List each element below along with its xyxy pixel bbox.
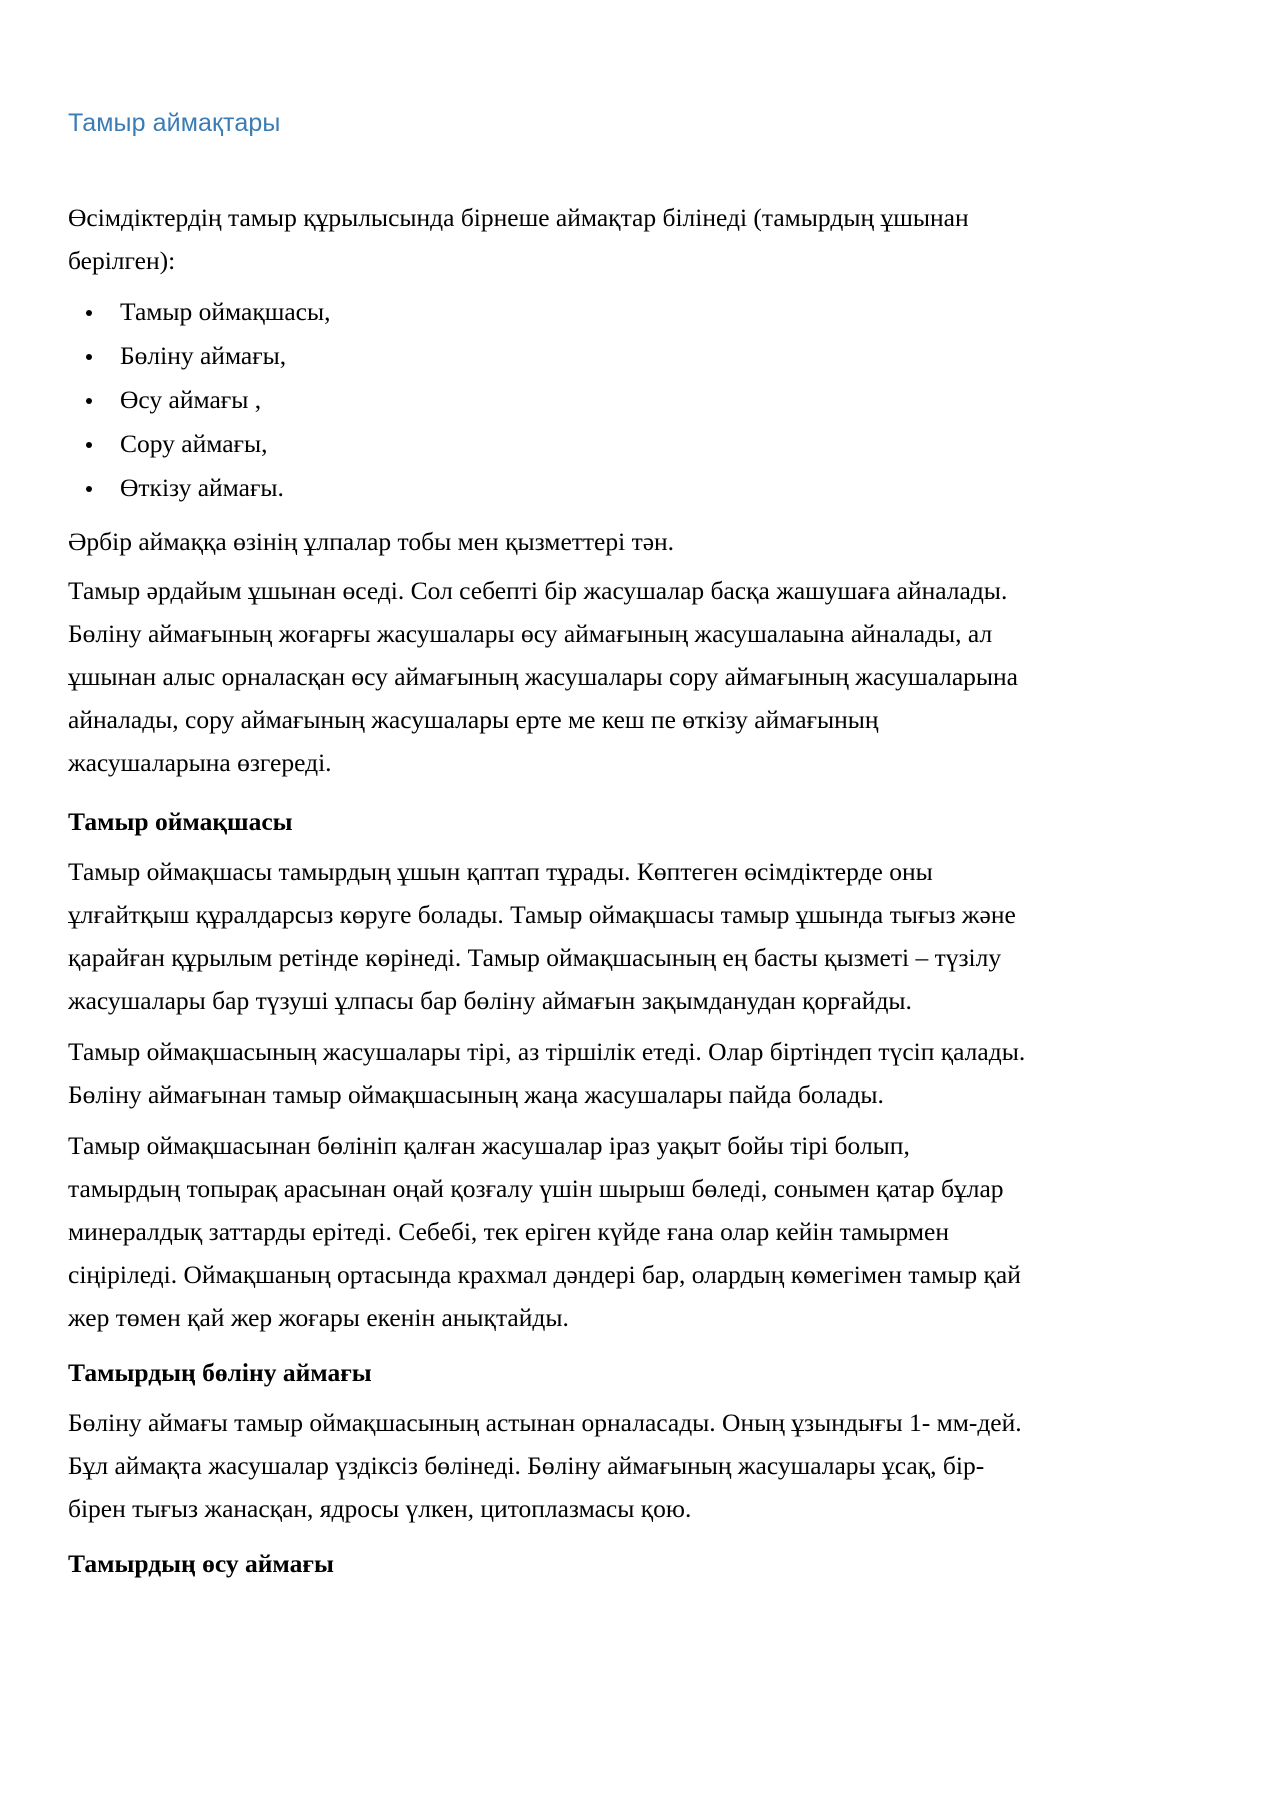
root-cap-paragraph-1: Тамыр оймақшасы тамырдың ұшын қаптап тұрады. Көптеген өсімдіктерде оны ұлғайтқыш құралдарсыз көруге болады. Тамыр оймақшасы тамыр ұшында тығыз және қарайған құрылым ретінде көрінеді. Тамыр оймақшасының ең басты қызметі – түзілу жасушалары бар түзуші ұлпасы бар бөліну аймағын зақымданудан қорғайды. <box>68 857 1016 1015</box>
section-heading-growth-zone: Тамырдың өсу аймағы <box>68 1549 334 1578</box>
list-item: Сору аймағы, <box>68 422 1181 466</box>
root-cap-paragraph-2: Тамыр оймақшасының жасушалары тірі, аз тіршілік етеді. Олар біртіндеп түсіп қалады. Бөліну аймағынан тамыр оймақшасының жаңа жасушалары пайда болады. <box>68 1037 1026 1109</box>
division-zone-paragraph-1: Бөліну аймағы тамыр оймақшасының астынан орналасады. Оның ұзындығы 1- мм-дей. Бұл аймақта жасушалар үздіксіз бөлінеді. Бөліну аймағының жасушалары ұсақ, бір-бірен тығыз жанасқан, ядросы үлкен, цитоплазмасы қою. <box>68 1408 1022 1523</box>
list-item: Бөліну аймағы, <box>68 334 1181 378</box>
section-heading-division-zone: Тамырдың бөліну аймағы <box>68 1358 372 1387</box>
list-item: Өткізу аймағы. <box>68 466 1181 510</box>
root-cap-paragraph-3: Тамыр оймақшасынан бөлініп қалған жасушалар іраз уақыт бойы тірі болып, тамырдың топырақ арасынан оңай қозғалу үшін шырыш бөледі, сонымен қатар бұлар минералдық заттарды ерітеді. Себебі, тек еріген күйде ғана олар кейін тамырмен сіңіріледі. Оймақшаның ортасында крахмал дәндері бар, олардың көмегімен тамыр қай жер төмен қай жер жоғары екенін анықтайды. <box>68 1131 1021 1332</box>
list-item: Тамыр оймақшасы, <box>68 290 1181 334</box>
after-list-paragraph: Әрбір аймаққа өзінің ұлпалар тобы мен қызметтері тән. <box>68 527 675 556</box>
growth-paragraph: Тамыр әрдайым ұшынан өседі. Сол себепті бір жасушалар басқа жашушаға айналады. Бөліну аймағының жоғарғы жасушалары өсу аймағының жасушалаына айналады, ал ұшынан алыс орналасқан өсу аймағының жасушалары сору аймағының жасушаларына айналады, сору аймағының жасушалары ерте ме кеш пе өткізу аймағының жасушаларына өзгереді. <box>68 576 1018 777</box>
list-item: Өсу аймағы , <box>68 378 1181 422</box>
section-heading-root-cap: Тамыр оймақшасы <box>68 807 293 836</box>
intro-paragraph: Өсімдіктердің тамыр құрылысында бірнеше аймақтар білінеді (тамырдың ұшынан берілген): <box>68 203 969 275</box>
page-title: Тамыр аймақтары <box>68 109 281 137</box>
root-zones-list <box>68 290 1181 510</box>
